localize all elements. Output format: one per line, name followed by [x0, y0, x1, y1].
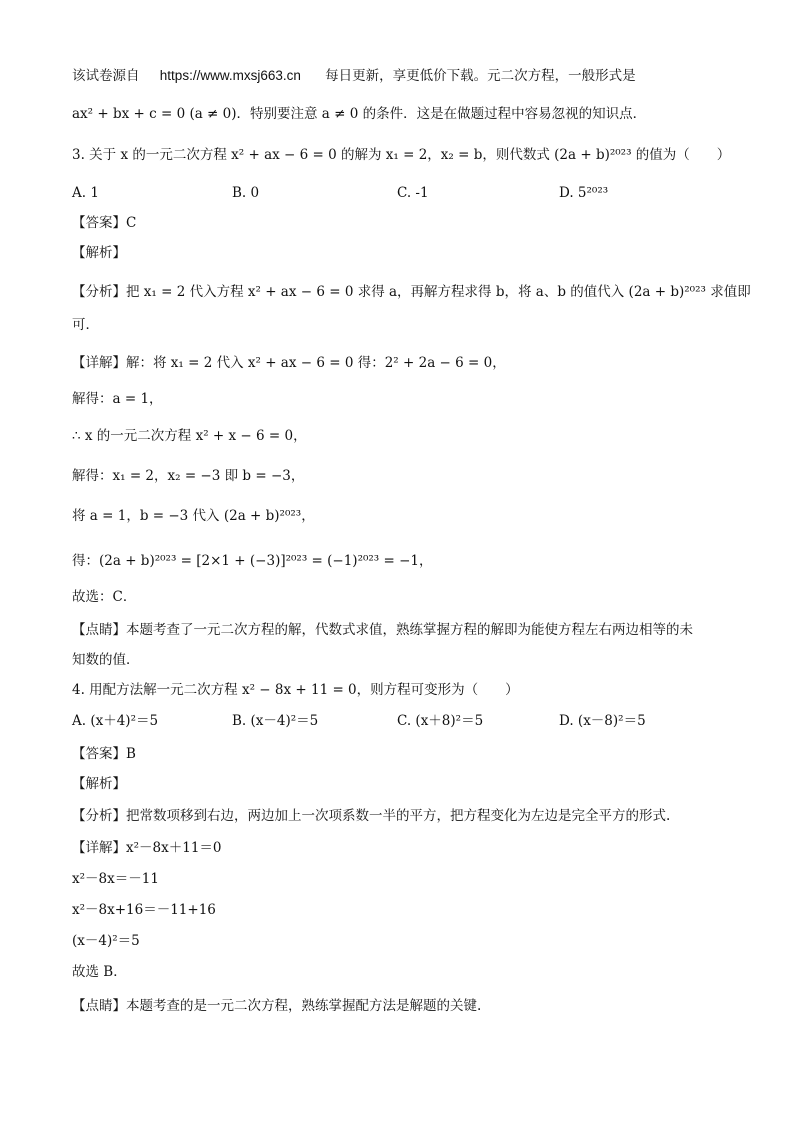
- q3-answer: 【答案】C: [72, 215, 137, 231]
- q3-step-4: 将 a = 1，b = −3 代入 (2a + b)²⁰²³，: [72, 508, 315, 524]
- q3-step-2: ∴ x 的一元二次方程 x² + x − 6 = 0，: [72, 428, 307, 444]
- q3-fenxi-line-2: 可．: [72, 317, 99, 333]
- q3-choose: 故选：C．: [72, 589, 137, 605]
- q3-option-a: A. 1: [72, 185, 99, 201]
- q3-stem: 3. 关于 x 的一元二次方程 x² + ax − 6 = 0 的解为 x₁ = 2，x₂ = b，则代数式 (2a + b)²⁰²³ 的值为（ ）: [72, 147, 731, 163]
- q3-option-b: B. 0: [232, 185, 260, 201]
- q3-dianjing-line-2: 知数的值．: [72, 652, 140, 668]
- q3-step-5: 得：(2a + b)²⁰²³ = [2×1 + (−3)]²⁰²³ = (−1)²⁰²³ = −1，: [72, 553, 433, 569]
- header-text: 元二次方程，一般形式是: [487, 68, 636, 84]
- header-url[interactable]: https://www.mxsj663.cn: [159, 68, 301, 83]
- q3-step-3: 解得：x₁ = 2，x₂ = −3 即 b = −3，: [72, 468, 305, 484]
- q3-fenxi-line-1: 【分析】把 x₁ = 2 代入方程 x² + ax − 6 = 0 求得 a，再解方程求得 b，将 a、b 的值代入 (2a + b)²⁰²³ 求值即: [72, 284, 751, 300]
- q4-option-a: A. (x＋4)²＝5: [72, 713, 159, 729]
- q4-step-3: (x－4)²＝5: [72, 933, 140, 949]
- header-slogan: 每日更新，享更低价下载。: [325, 68, 488, 84]
- intro-line-2: ax² + bx + c = 0 (a ≠ 0)．特别要注意 a ≠ 0 的条件．这是在做题过程中容易忽视的知识点．: [72, 106, 647, 122]
- q3-option-c: C. -1: [397, 185, 429, 201]
- q4-analysis-title: 【解析】: [72, 776, 126, 792]
- q4-step-1: x²－8x＝－11: [72, 871, 159, 887]
- q4-answer: 【答案】B: [72, 746, 136, 762]
- q3-xiangjie: 【详解】解：将 x₁ = 2 代入 x² + ax − 6 = 0 得：2² + 2a − 6 = 0，: [72, 355, 506, 371]
- header-source: 该试卷源自: [72, 68, 140, 84]
- q4-xiangjie: 【详解】x²－8x＋11＝0: [72, 840, 222, 856]
- q4-option-b: B. (x－4)²＝5: [232, 713, 319, 729]
- header-line: [72, 66, 734, 86]
- q4-step-2: x²－8x+16＝－11+16: [72, 902, 216, 918]
- q3-step-1: 解得：a = 1，: [72, 391, 163, 407]
- q3-option-d: D. 5²⁰²³: [559, 185, 609, 201]
- q4-option-c: C. (x＋8)²＝5: [397, 713, 484, 729]
- q3-analysis-title: 【解析】: [72, 245, 126, 261]
- q3-dianjing-line-1: 【点睛】本题考查了一元二次方程的解，代数式求值，熟练掌握方程的解即为能使方程左右两边相等的未: [72, 622, 693, 638]
- q4-fenxi: 【分析】把常数项移到右边，两边加上一次项系数一半的平方，把方程变化为左边是完全平方的形式.: [72, 808, 671, 824]
- q4-choose: 故选 B．: [72, 964, 127, 980]
- q4-option-d: D. (x－8)²＝5: [559, 713, 646, 729]
- q4-dianjing: 【点睛】本题考查的是一元二次方程，熟练掌握配方法是解题的关键.: [72, 998, 482, 1014]
- q4-stem: 4. 用配方法解一元二次方程 x² − 8x + 11 = 0，则方程可变形为（ ）: [72, 682, 519, 698]
